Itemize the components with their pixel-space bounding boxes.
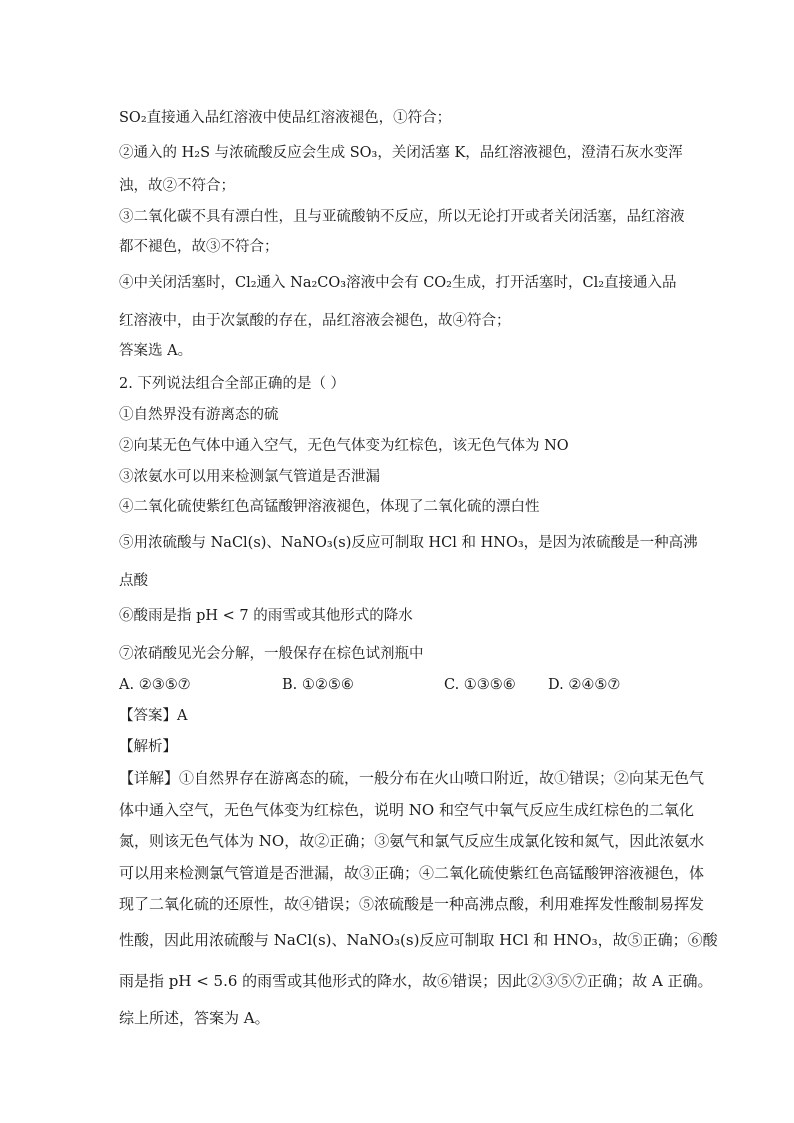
statement-2: ②向某无色气体中通入空气，无色气体变为红棕色，该无色气体为 NO: [119, 438, 569, 454]
statement-4: ④二氧化硫使紫红色高锰酸钾溶液褪色，体现了二氧化硫的漂白性: [119, 499, 540, 515]
text-line: 都不褪色，故③不符合；: [119, 239, 279, 255]
text-line: ④中关闭活塞时，Cl₂通入 Na₂CO₃溶液中会有 CO₂生成，打开活塞时，Cl₂直接通入品: [119, 275, 677, 291]
option-b: B. ①②⑤⑥: [282, 677, 354, 693]
detail-line: 体中通入空气，无色气体变为红棕色，说明 NO 和空气中氧气反应生成红棕色的二氧化: [119, 801, 694, 819]
statement-1: ①自然界没有游离态的硫: [119, 407, 279, 423]
statement-3: ③浓氨水可以用来检测氯气管道是否泄漏: [119, 469, 380, 485]
detail-line: 综上所述，答案为 A。: [119, 1009, 270, 1027]
statement-5-cont: 点酸: [119, 573, 148, 589]
statement-7: ⑦浓硝酸见光会分解，一般保存在棕色试剂瓶中: [119, 646, 424, 662]
text-line: 红溶液中，由于次氯酸的存在，品红溶液会褪色，故④符合；: [119, 313, 511, 329]
analysis-title: 【解析】: [119, 739, 177, 755]
answer-label: 【答案】A: [119, 708, 188, 724]
text-line: ③二氧化碳不具有漂白性，且与亚硫酸钠不反应，所以无论打开或者关闭活塞，品红溶液: [119, 209, 685, 225]
option-a: A. ②③⑤⑦: [119, 677, 191, 693]
option-d: D. ②④⑤⑦: [548, 677, 621, 693]
detail-line: 现了二氧化硫的还原性，故④错误；⑤浓硫酸是一种高沸点酸，利用难挥发性酸制易挥发: [119, 895, 705, 913]
statement-6: ⑥酸雨是指 pH < 7 的雨雪或其他形式的降水: [119, 608, 413, 624]
text-line: SO₂直接通入品红溶液中使品红溶液褪色，①符合；: [119, 110, 452, 126]
detail-line: 氮，则该无色气体为 NO，故②正确；③氨气和氯气反应生成氯化铵和氮气，因此浓氨水: [119, 832, 705, 850]
detail-line: 【详解】①自然界存在游离态的硫，一般分布在火山喷口附近，故①错误；②向某无色气: [119, 769, 705, 787]
question-title: 2. 下列说法组合全部正确的是（ ）: [119, 376, 346, 392]
text-line: ②通入的 H₂S 与浓硫酸反应会生成 SO₃，关闭活塞 K，品红溶液褪色，澄清石灰水变浑: [119, 145, 683, 161]
detail-line: 雨是指 pH < 5.6 的雨雪或其他形式的降水，故⑥错误；因此②③⑤⑦正确；故 A 正确。: [119, 972, 713, 990]
option-c: C. ①③⑤⑥: [444, 677, 516, 693]
text-line: 浊，故②不符合；: [119, 178, 235, 194]
detail-line: 性酸，因此用浓硫酸与 NaCl(s)、NaNO₃(s)反应可制取 HCl 和 HNO₃，故⑤正确；⑥酸: [119, 931, 718, 949]
detail-line: 可以用来检测氯气管道是否泄漏，故③正确；④二氧化硫使紫红色高锰酸钾溶液褪色，体: [119, 864, 705, 882]
text-line: 答案选 A。: [119, 343, 193, 359]
statement-5: ⑤用浓硫酸与 NaCl(s)、NaNO₃(s)反应可制取 HCl 和 HNO₃，是因为浓硫酸是一种高沸: [119, 535, 698, 551]
